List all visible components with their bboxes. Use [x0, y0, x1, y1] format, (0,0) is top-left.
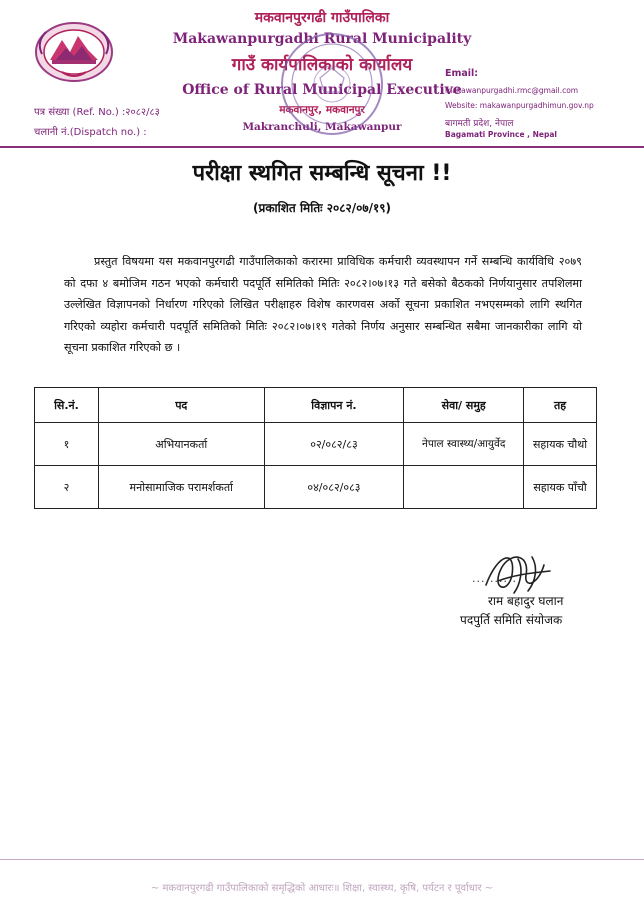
province-nepali: बागमती प्रदेश, नेपाल [445, 119, 514, 129]
municipality-name-english: Makawanpurgadhi Rural Municipality [172, 31, 472, 47]
official-stamp [276, 28, 388, 140]
cell-serial: १ [35, 423, 99, 466]
cell-service-group: नेपाल स्वास्थ्य/आयुर्वेद [404, 423, 524, 466]
postponed-exams-table [34, 387, 597, 509]
email-label: Email: [445, 68, 479, 79]
cell-position: मनोसामाजिक परामर्शकर्ता [98, 466, 264, 509]
cell-position: अभियानकर्ता [98, 423, 264, 466]
footer-motto: ~ मकवानपुरगढी गाउँपालिकाको समृद्धिको आधारः॥ शिक्षा, स्वास्थ्य, कृषि, पर्यटन र पूर्वाधार ~ [150, 883, 494, 894]
cell-service-group [404, 466, 524, 509]
cell-level: सहायक चौथो [524, 423, 597, 466]
email-address: makawanpurgadhi.rmc@gmail.com [445, 86, 579, 95]
col-header-serial: सि.नं. [35, 388, 99, 423]
col-header-position: पद [98, 388, 264, 423]
footer-divider [0, 859, 644, 860]
office-name-english: Office of Rural Municipal Executive [182, 82, 462, 98]
location-nepali: मकवानपुर, मकवानपुर [279, 104, 365, 116]
published-date: (प्रकाशित मितिः २०८२/०७/१९) [253, 201, 391, 215]
col-header-level: तह [524, 388, 597, 423]
dispatch-number: चलानी नं.(Dispatch no.) : [34, 127, 147, 138]
cell-level: सहायक पाँचौ [524, 466, 597, 509]
cell-serial: २ [35, 466, 99, 509]
office-name-nepali: गाउँ कार्यपालिकाको कार्यालय [231, 55, 413, 75]
reference-number: पत्र संख्या (Ref. No.) :२०८२/८३ [34, 107, 160, 118]
signatory-name: राम बहादुर घलान [488, 594, 564, 608]
notice-body: प्रस्तुत विषयमा यस मकवानपुरगढी गाउँपालिकाको करारमा प्राविधिक कर्मचारी व्यवस्थापन गर्ने सम्बन्धि कार्यविधि २०७९ को दफा ४ बमोजिम गठन भएको कर्मचारी पदपूर्ति समितिको मितिः २०८२।०७।१३ गते बसेको बैठकको निर्णयानुसार तपशिलमा उल्लेखित विज्ञापनको निर्धारण गरिएको लिखित परीक्षाहरु विशेष कारणवस अर्को सूचना प्रकाशित नभएसम्मको लागि स्थगित गरिएको व्यहोरा कर्मचारी पदपूर्ति समितिको मितिः २०८२।०७।१९ गतेको निर्णय अनुसार सम्बन्धित सबैमा जानकारीका लागि यो सूचना प्रकाशित गरिएको छ । [64, 255, 582, 354]
table-row [35, 466, 597, 509]
signature-line: .......... [472, 572, 517, 585]
cell-advertisement-no: ०२/०८२/८३ [264, 423, 404, 466]
notice-title: परीक्षा स्थगित सम्बन्धि सूचना !! [192, 161, 452, 186]
location-english: Makranchuli, Makawanpur [242, 121, 402, 133]
table-header-row [35, 388, 597, 423]
province-english: Bagamati Province , Nepal [445, 130, 557, 139]
header-divider [0, 146, 644, 148]
municipality-name-nepali: मकवानपुरगढी गाउँपालिका [254, 10, 390, 26]
col-header-advertisement-no: विज्ञापन नं. [264, 388, 404, 423]
signatory-title: पदपुर्ति समिति संयोजक [460, 613, 563, 627]
col-header-service-group: सेवा/ समुह [404, 388, 524, 423]
table-row [35, 423, 597, 466]
website: Website: makawanpurgadhimun.gov.np [445, 101, 594, 110]
cell-advertisement-no: ०४/०८२/०८३ [264, 466, 404, 509]
